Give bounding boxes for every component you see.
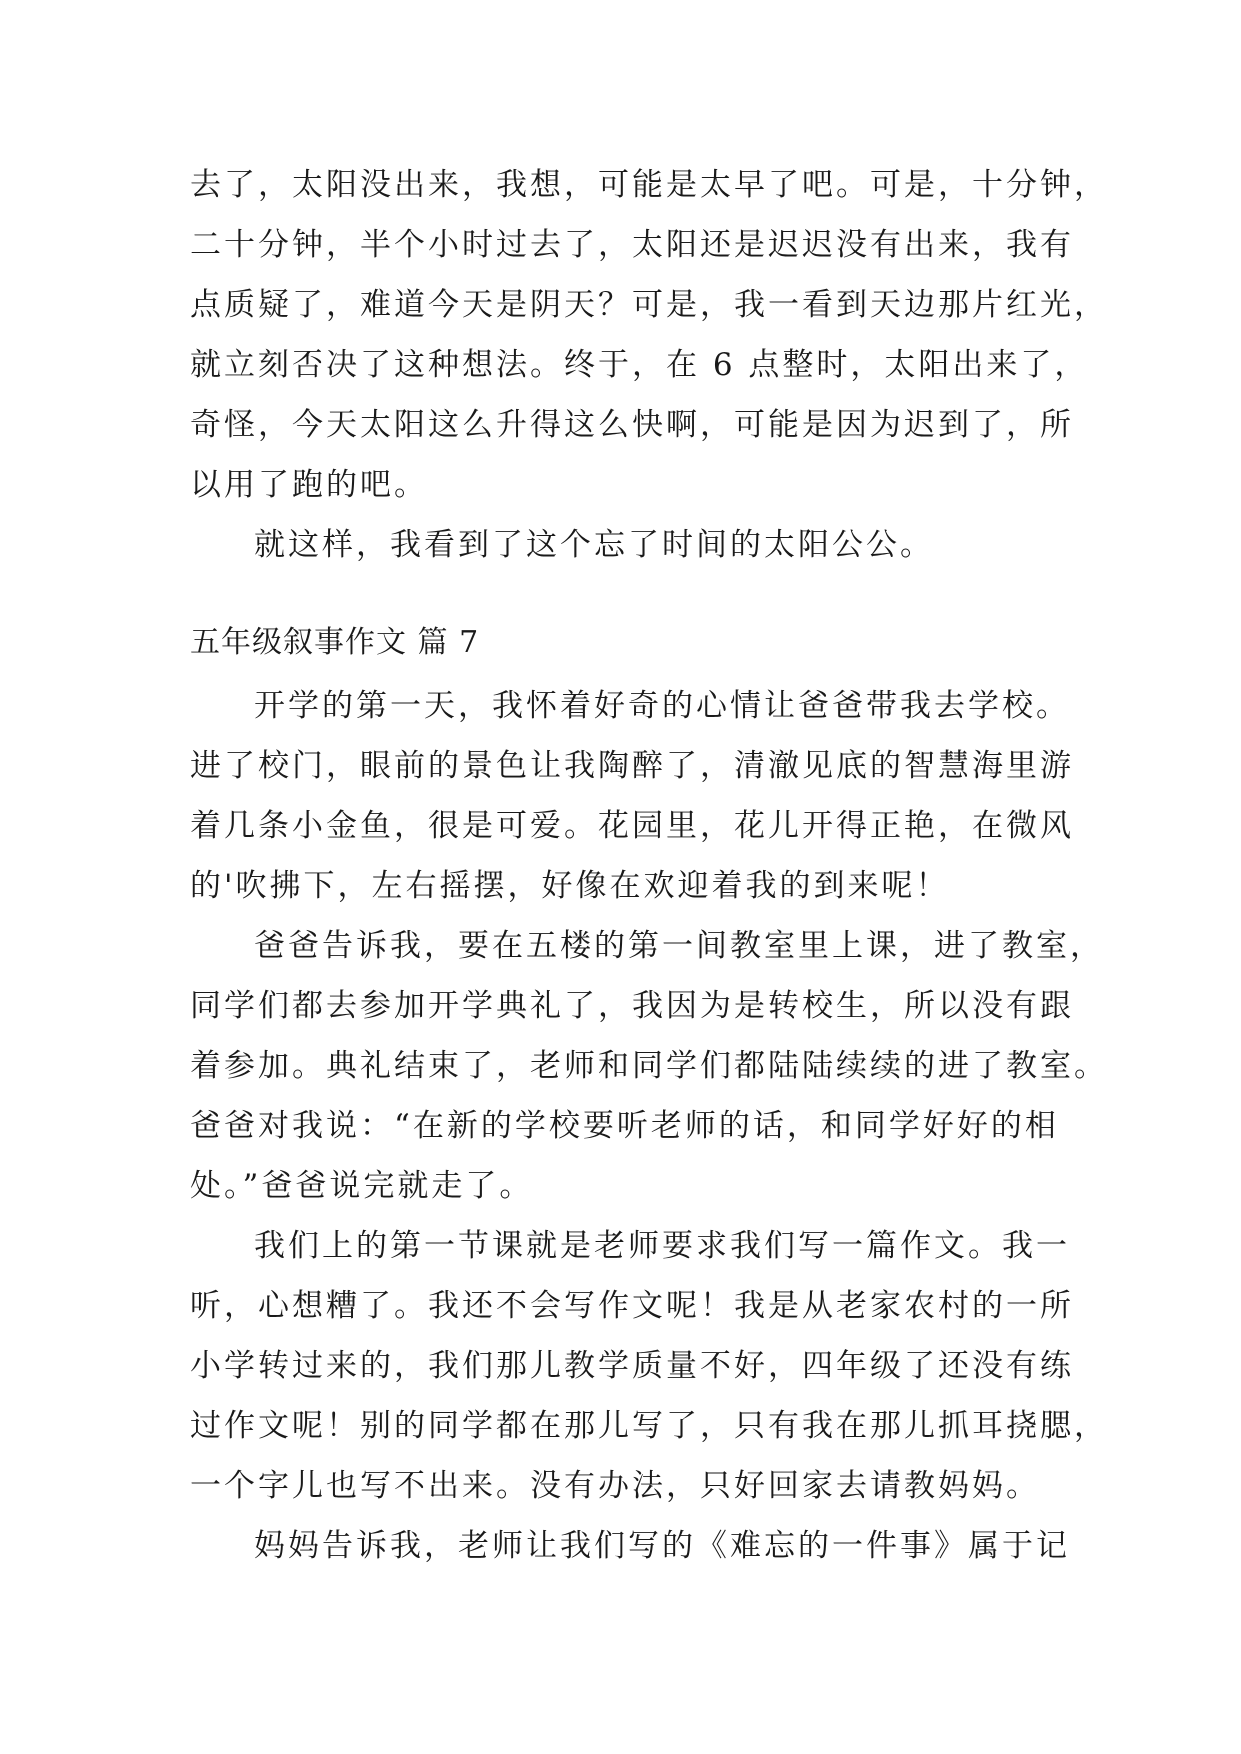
paragraph-line: 一个字儿也写不出来。没有办法，只好回家去请教妈妈。 xyxy=(190,1468,1040,1504)
paragraph-line: 爸爸对我说：“在新的学校要听老师的话，和同学好好的相 xyxy=(190,1108,1059,1144)
paragraph-line: 二十分钟，半个小时过去了，太阳还是迟迟没有出来，我有 xyxy=(190,227,1074,263)
paragraph-line: 小学转过来的，我们那儿教学质量不好，四年级了还没有练 xyxy=(190,1348,1074,1384)
paragraph-line: 以用了跑的吧。 xyxy=(190,467,428,503)
essay-body xyxy=(190,676,1108,1576)
paragraph-line: 的'吹拂下，左右摇摆，好像在欢迎着我的到来呢！ xyxy=(190,868,950,904)
paragraph-line: 去了，太阳没出来，我想，可能是太早了吧。可是，十分钟， xyxy=(190,167,1108,203)
essay-title: 五年级叙事作文 篇 7 xyxy=(190,625,480,660)
paragraph-line: 听，心想糟了。我还不会写作文呢！我是从老家农村的一所 xyxy=(190,1288,1074,1324)
paragraph-line: 处。”爸爸说完就走了。 xyxy=(190,1168,534,1204)
paragraph-line: 我们上的第一节课就是老师要求我们写一篇作文。我一 xyxy=(254,1228,1070,1264)
paragraph-line: 同学们都去参加开学典礼了，我因为是转校生，所以没有跟 xyxy=(190,988,1074,1024)
paragraph-line: 着几条小金鱼，很是可爱。花园里，花儿开得正艳，在微风 xyxy=(190,808,1074,844)
paragraph-line: 就立刻否决了这种想法。终于，在 6 点整时，太阳出来了， xyxy=(190,347,1089,383)
story-ending-section xyxy=(190,155,1108,575)
paragraph-line: 爸爸告诉我，要在五楼的第一间教室里上课，进了教室， xyxy=(254,928,1104,964)
section-heading xyxy=(190,613,1070,673)
paragraph-line: 妈妈告诉我，老师让我们写的《难忘的一件事》属于记 xyxy=(254,1528,1070,1564)
paragraph-line: 进了校门，眼前的景色让我陶醉了，清澈见底的智慧海里游 xyxy=(190,748,1074,784)
paragraph-line: 开学的第一天，我怀着好奇的心情让爸爸带我去学校。 xyxy=(254,688,1070,724)
closing-line: 就这样，我看到了这个忘了时间的太阳公公。 xyxy=(254,527,934,563)
paragraph-line: 奇怪，今天太阳这么升得这么快啊，可能是因为迟到了，所 xyxy=(190,407,1074,443)
paragraph-line: 着参加。典礼结束了，老师和同学们都陆陆续续的进了教室。 xyxy=(190,1048,1108,1084)
paragraph-line: 点质疑了，难道今天是阴天？可是，我一看到天边那片红光， xyxy=(190,287,1108,323)
paragraph-line: 过作文呢！别的同学都在那儿写了，只有我在那儿抓耳挠腮， xyxy=(190,1408,1108,1444)
